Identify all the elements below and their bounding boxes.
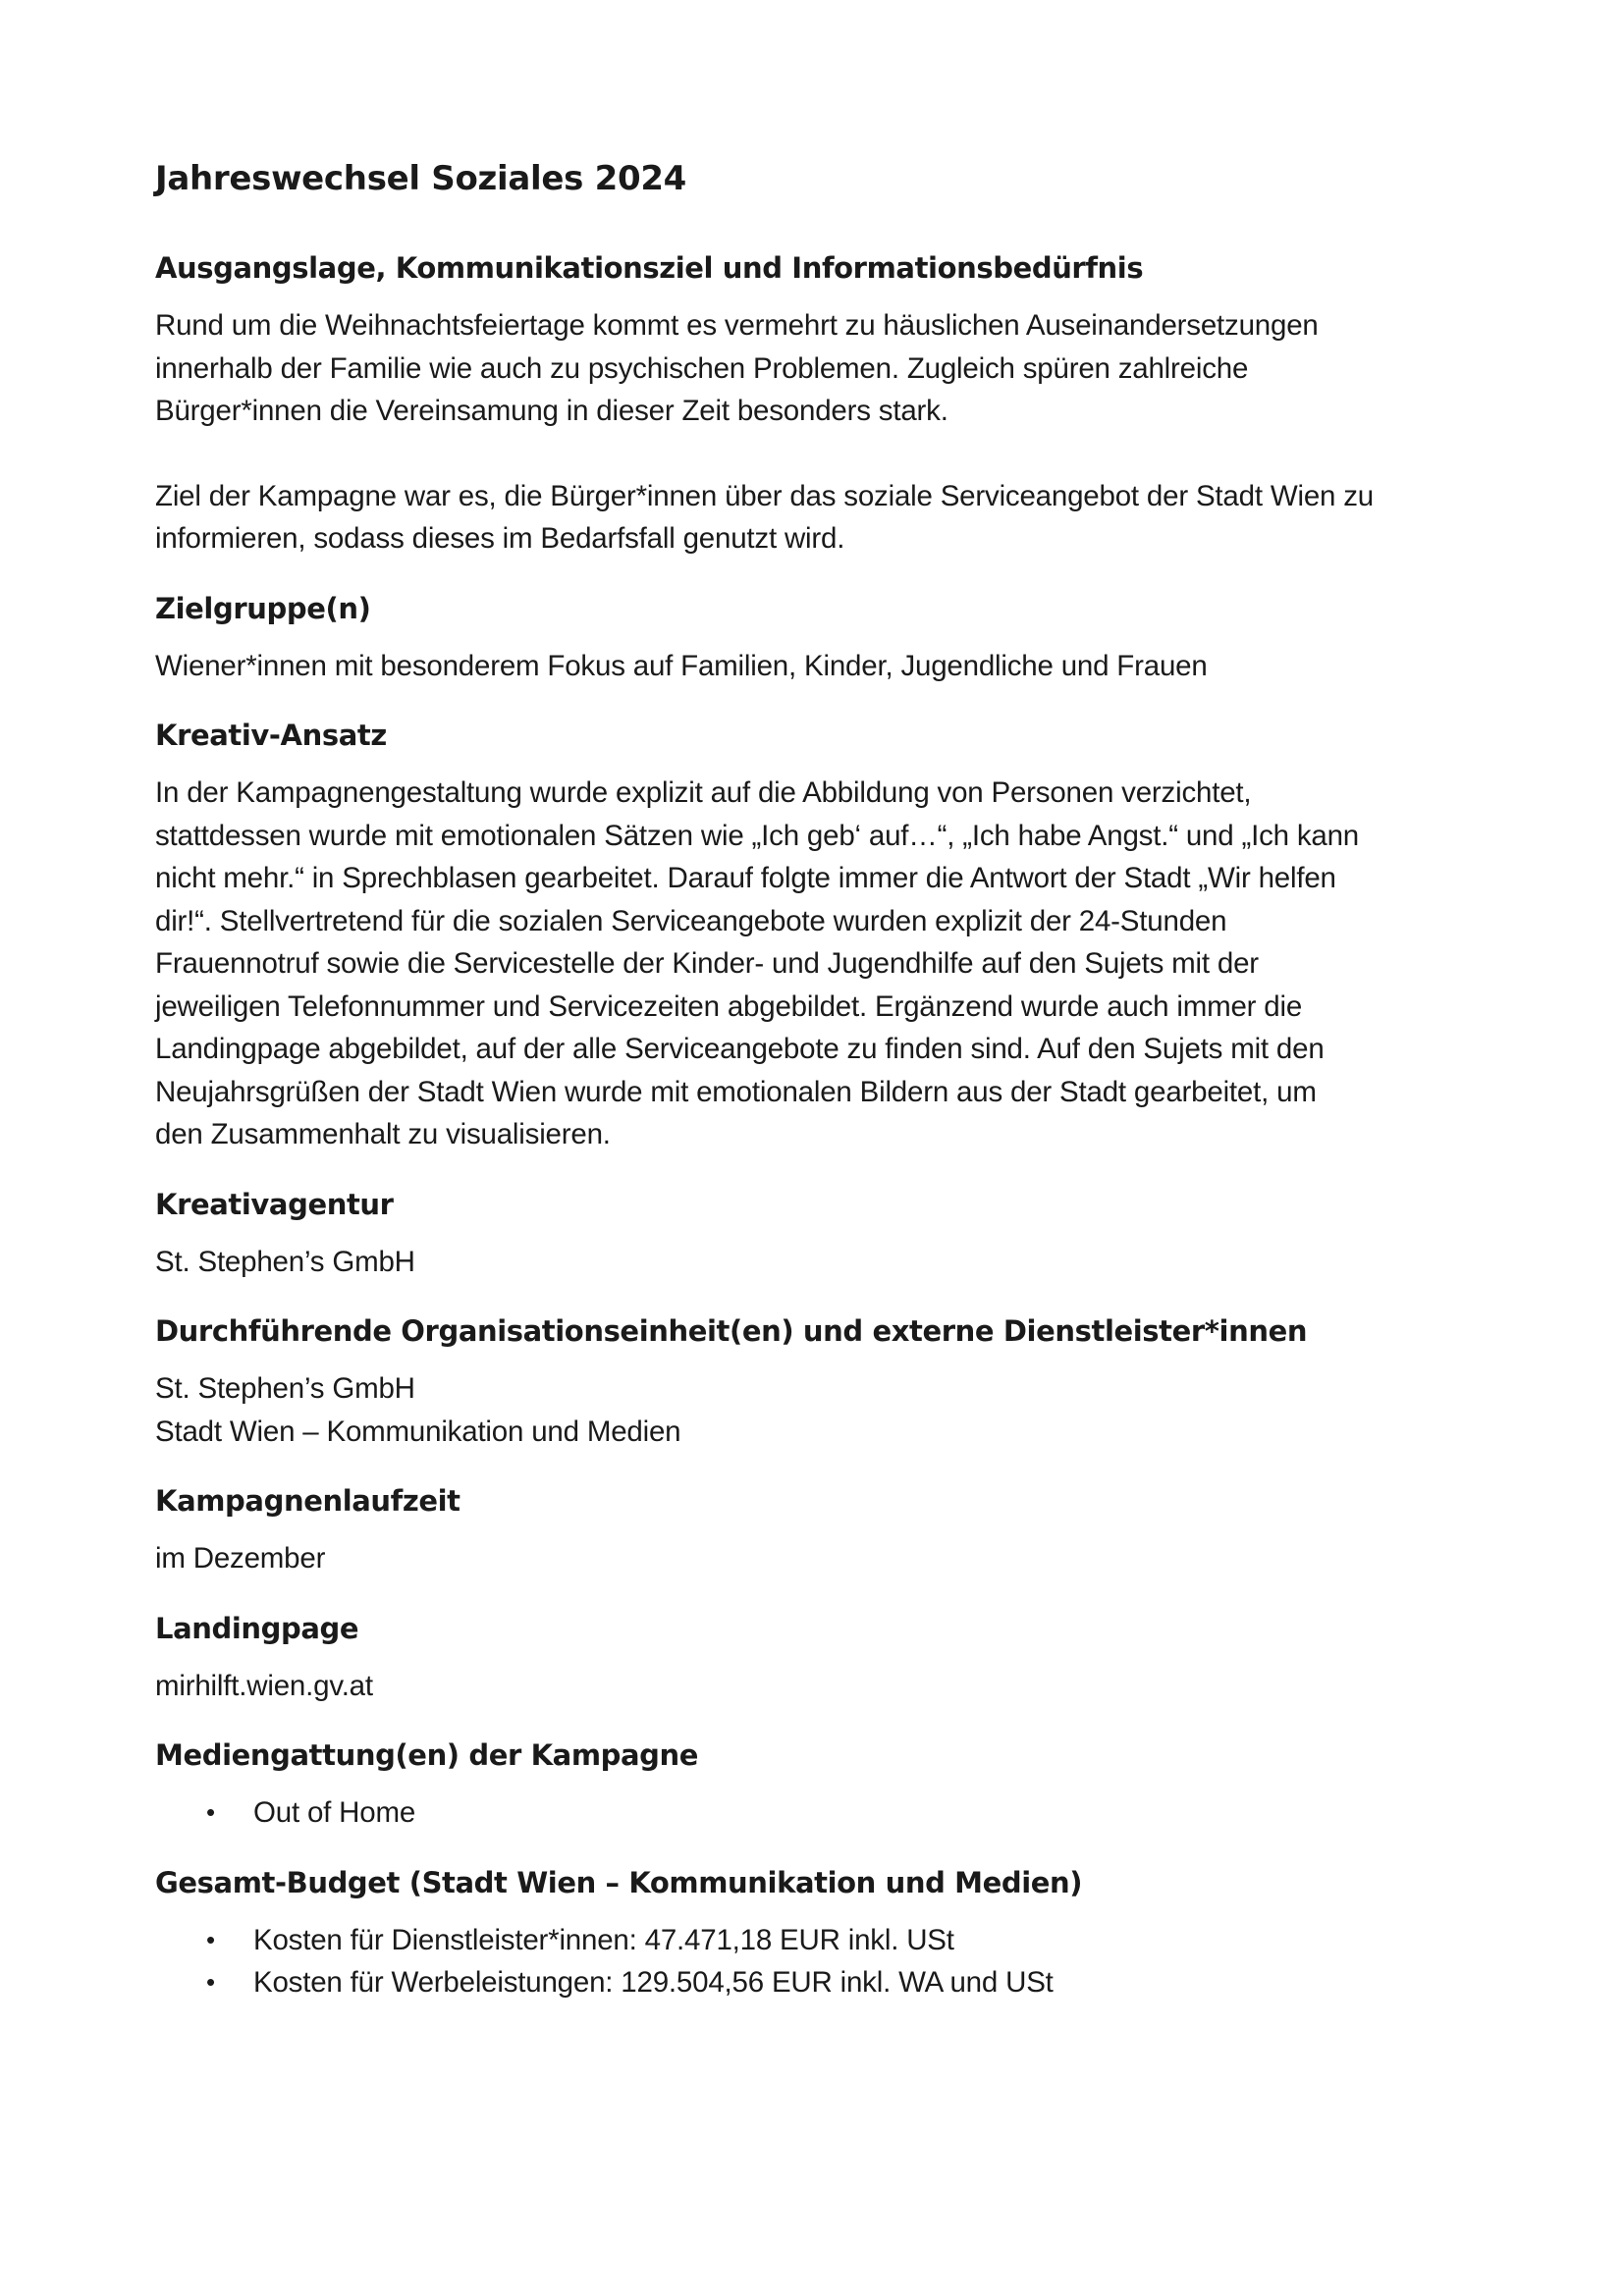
paragraph-ziel: [155, 475, 1490, 561]
section-laufzeit: [155, 1482, 1490, 1580]
list-item-text: Kosten für Dienstleister*innen: 47.471,18 EUR inkl. USt: [253, 1923, 954, 1956]
list-item: [206, 1919, 1490, 1962]
section-heading: Durchführende Organisationseinheit(en) und externe Dienstleister*innen: [155, 1314, 1308, 1348]
section-mediengattung: [155, 1736, 1490, 1835]
section-heading: Mediengattung(en) der Kampagne: [155, 1738, 699, 1772]
text-line: Stadt Wien – Kommunikation und Medien: [155, 1415, 681, 1448]
section-kreativ-ansatz: [155, 717, 1490, 1156]
section-zielgruppe: [155, 590, 1490, 688]
document-page: [155, 157, 1490, 2034]
text-line: Bürger*innen die Vereinsamung in dieser Zeit besonders stark.: [155, 395, 948, 427]
bullet-icon: •: [206, 1924, 215, 1954]
list-item: [206, 1961, 1490, 2004]
mediengattung-list: [155, 1791, 1490, 1835]
landingpage-url: mirhilft.wien.gv.at: [155, 1669, 373, 1702]
section-heading: Kreativ-Ansatz: [155, 719, 387, 752]
text-line: nicht mehr.“ in Sprechblasen gearbeitet. Darauf folgte immer die Antwort der Stadt „Wir helfen: [155, 862, 1336, 894]
text-line: den Zusammenhalt zu visualisieren.: [155, 1118, 611, 1150]
budget-list: [155, 1919, 1490, 2004]
list-item: [206, 1791, 1490, 1835]
text-line: Frauennotruf sowie die Servicestelle der Kinder- und Jugendhilfe auf den Sujets mit der: [155, 947, 1259, 980]
list-item-text: Kosten für Werbeleistungen: 129.504,56 EUR inkl. WA und USt: [253, 1966, 1054, 1999]
section-heading: Kreativagentur: [155, 1187, 394, 1221]
text-line: jeweiligen Telefonnummer und Servicezeiten abgebildet. Ergänzend wurde auch immer die: [155, 989, 1303, 1023]
section-heading: Kampagnenlaufzeit: [155, 1484, 460, 1518]
paragraph-laufzeit: im Dezember: [155, 1542, 326, 1575]
document-title: Jahreswechsel Soziales 2024: [155, 159, 687, 198]
section-heading: Zielgruppe(n): [155, 591, 371, 625]
bullet-icon: •: [206, 1967, 215, 1997]
text-line: innerhalb der Familie wie auch zu psychischen Problemen. Zugleich spüren zahlreiche: [155, 351, 1249, 385]
text-line: informieren, sodass dieses im Bedarfsfall genutzt wird.: [155, 522, 845, 555]
bullet-icon: •: [206, 1797, 215, 1827]
list-item-text: Out of Home: [253, 1796, 416, 1829]
section-durchfuehrende: [155, 1312, 1490, 1453]
text-line: Neujahrsgrüßen der Stadt Wien wurde mit emotionalen Bildern aus der Stadt gearbeitet, um: [155, 1075, 1317, 1108]
paragraph-zielgruppe: Wiener*innen mit besonderem Fokus auf Familien, Kinder, Jugendliche und Frauen: [155, 649, 1208, 682]
section-heading: Landingpage: [155, 1611, 359, 1645]
paragraph-kreativagentur: St. Stephen’s GmbH: [155, 1245, 415, 1278]
text-line: Rund um die Weihnachtsfeiertage kommt es vermehrt zu häuslichen Auseinandersetzungen: [155, 309, 1319, 342]
section-landingpage: [155, 1610, 1490, 1708]
section-heading: Gesamt-Budget (Stadt Wien – Kommunikation und Medien): [155, 1865, 1083, 1899]
text-line: Ziel der Kampagne war es, die Bürger*innen über das soziale Serviceangebot der Stadt Wien zu: [155, 479, 1374, 512]
section-budget: [155, 1864, 1490, 2004]
paragraph-kreativ-ansatz: [155, 772, 1490, 1156]
text-line: dir!“. Stellvertretend für die sozialen Serviceangebote wurden explizit der 24-Stunden: [155, 904, 1227, 937]
text-line: Landingpage abgebildet, auf der alle Serviceangebote zu finden sind. Auf den Sujets mit den: [155, 1033, 1325, 1065]
text-line: St. Stephen’s GmbH: [155, 1372, 415, 1405]
text-line: In der Kampagnengestaltung wurde explizit auf die Abbildung von Personen verzichtet,: [155, 776, 1252, 809]
paragraph-durchfuehrende: [155, 1367, 1490, 1453]
section-kreativagentur: [155, 1186, 1490, 1284]
paragraph-ausgangslage: [155, 304, 1490, 433]
section-heading: Ausgangslage, Kommunikationsziel und Informationsbedürfnis: [155, 251, 1144, 285]
section-ausgangslage: [155, 249, 1490, 561]
text-line: stattdessen wurde mit emotionalen Sätzen wie „Ich geb‘ auf…“, „Ich habe Angst.“ und „Ich kann: [155, 819, 1359, 852]
